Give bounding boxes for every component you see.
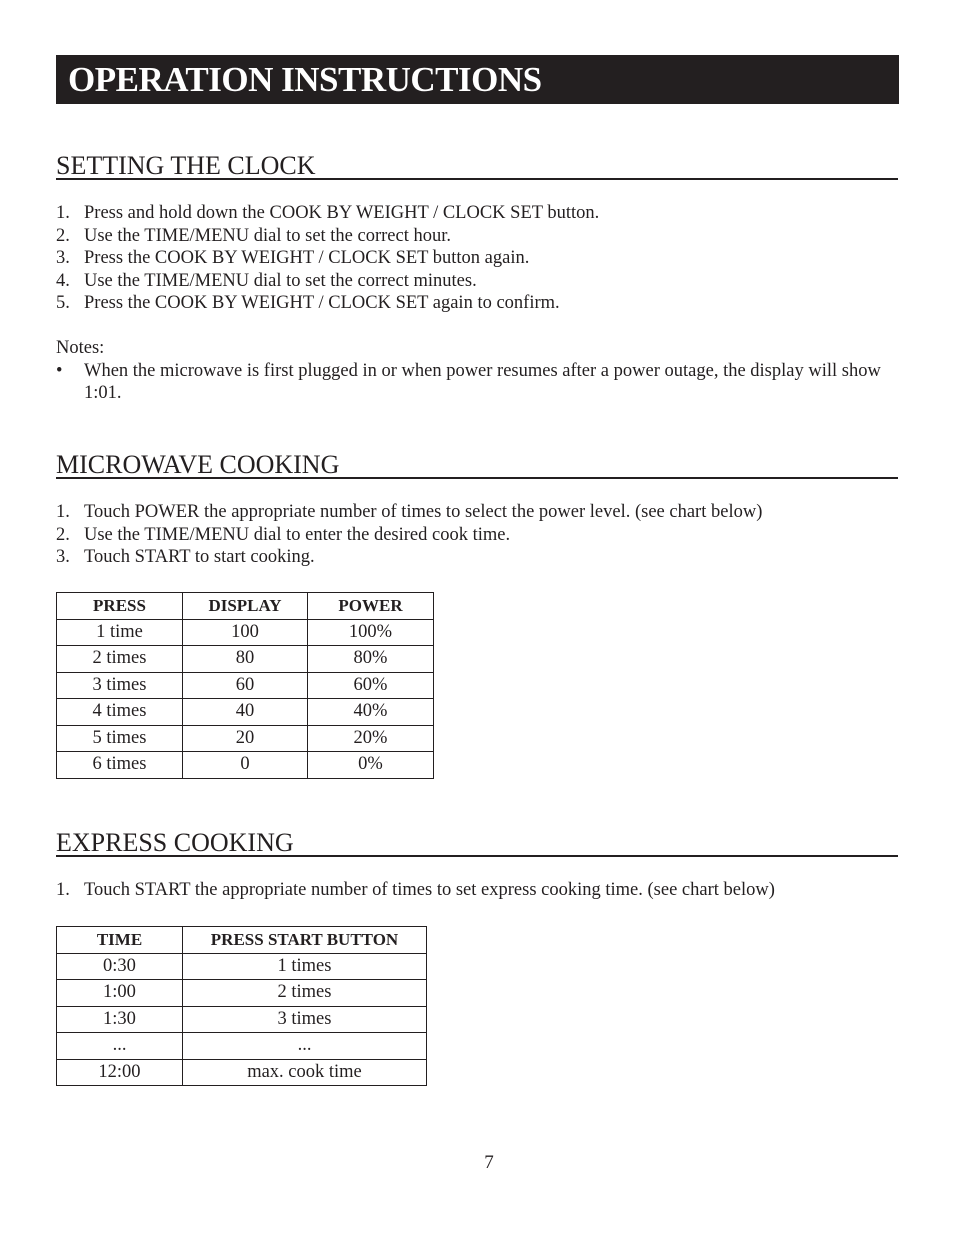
cell-power: 60% (308, 672, 434, 699)
table-row (57, 725, 434, 752)
cell-power: 0% (308, 752, 434, 779)
notes-label: Notes: (56, 338, 105, 358)
express-time-table (56, 926, 427, 1086)
cell-press-start: 2 times (183, 980, 427, 1007)
column-header-display: DISPLAY (183, 593, 308, 620)
cell-press-start: max. cook time (183, 1059, 427, 1086)
step-number: 5. (56, 293, 70, 313)
microwave-steps-block (56, 501, 898, 569)
list-item (56, 546, 898, 569)
step-text: Press the COOK BY WEIGHT / CLOCK SET button again. (84, 248, 530, 268)
list-item (56, 247, 898, 270)
note-text: When the microwave is first plugged in or when power resumes after a power outage, the display will show 1:01. (84, 360, 881, 403)
table-row (57, 699, 434, 726)
cell-press-start: 1 times (183, 953, 427, 980)
power-level-table (56, 592, 434, 779)
list-item (56, 360, 898, 405)
cell-display: 60 (183, 672, 308, 699)
cell-display: 100 (183, 619, 308, 646)
list-item (56, 292, 898, 315)
page-number: 7 (484, 1152, 494, 1173)
list-item (56, 270, 898, 293)
cell-time: 12:00 (57, 1059, 183, 1086)
step-text: Press the COOK BY WEIGHT / CLOCK SET again to confirm. (84, 293, 560, 313)
cell-press-start: 3 times (183, 1006, 427, 1033)
column-header-time: TIME (57, 927, 183, 954)
clock-notes-block (56, 337, 898, 405)
cell-display: 80 (183, 646, 308, 673)
step-number: 2. (56, 225, 70, 246)
step-text: Press and hold down the COOK BY WEIGHT / CLOCK SET button. (84, 203, 600, 223)
cell-time: 0:30 (57, 953, 183, 980)
cell-power: 80% (308, 646, 434, 673)
cell-press: 1 time (57, 619, 183, 646)
clock-steps-block (56, 202, 898, 315)
section-heading-express: EXPRESS COOKING (56, 828, 898, 857)
table-row (57, 1006, 427, 1033)
list-item (56, 202, 898, 225)
step-text: Touch START to start cooking. (84, 547, 315, 567)
notes-list (56, 360, 898, 405)
cell-time: ... (57, 1033, 183, 1060)
step-text: Touch POWER the appropriate number of times to select the power level. (see chart below) (84, 502, 763, 522)
step-number: 1. (56, 880, 70, 900)
section-heading-microwave: MICROWAVE COOKING (56, 450, 898, 479)
list-item (56, 879, 898, 902)
step-text: Use the TIME/MENU dial to enter the desired cook time. (84, 524, 511, 545)
cell-press: 3 times (57, 672, 183, 699)
column-header-power: POWER (308, 593, 434, 620)
step-number: 1. (56, 203, 70, 223)
table-row (57, 1059, 427, 1086)
clock-steps-list (56, 202, 898, 315)
column-header-press: PRESS (57, 593, 183, 620)
table-row (57, 619, 434, 646)
cell-power: 40% (308, 699, 434, 726)
list-item (56, 524, 898, 547)
table-row (57, 1033, 427, 1060)
step-number: 3. (56, 248, 70, 268)
table-header-row (57, 593, 434, 620)
cell-press: 5 times (57, 725, 183, 752)
column-header-press-start: PRESS START BUTTON (183, 927, 427, 954)
page-title: OPERATION INSTRUCTIONS (56, 55, 899, 104)
list-item (56, 225, 898, 248)
step-text: Touch START the appropriate number of times to set express cooking time. (see chart below) (84, 880, 775, 900)
cell-time: 1:30 (57, 1006, 183, 1033)
step-text: Use the TIME/MENU dial to set the correct hour. (84, 225, 452, 246)
table-row (57, 953, 427, 980)
bullet-glyph: • (56, 360, 63, 381)
express-steps-list (56, 879, 898, 902)
table-header-row (57, 927, 427, 954)
list-item (56, 501, 898, 524)
step-number: 4. (56, 270, 70, 291)
cell-power: 20% (308, 725, 434, 752)
microwave-steps-list (56, 501, 898, 569)
cell-display: 0 (183, 752, 308, 779)
table-row (57, 672, 434, 699)
cell-power: 100% (308, 619, 434, 646)
table-row (57, 752, 434, 779)
step-number: 1. (56, 502, 70, 522)
cell-display: 20 (183, 725, 308, 752)
cell-time: 1:00 (57, 980, 183, 1007)
express-steps-block (56, 879, 898, 902)
step-number: 2. (56, 524, 70, 545)
cell-display: 40 (183, 699, 308, 726)
cell-press: 2 times (57, 646, 183, 673)
table-row (57, 980, 427, 1007)
step-number: 3. (56, 547, 70, 567)
section-heading-clock: SETTING THE CLOCK (56, 151, 898, 180)
cell-press: 6 times (57, 752, 183, 779)
cell-press: 4 times (57, 699, 183, 726)
cell-press-start: ... (183, 1033, 427, 1060)
table-row (57, 646, 434, 673)
step-text: Use the TIME/MENU dial to set the correct minutes. (84, 270, 477, 291)
